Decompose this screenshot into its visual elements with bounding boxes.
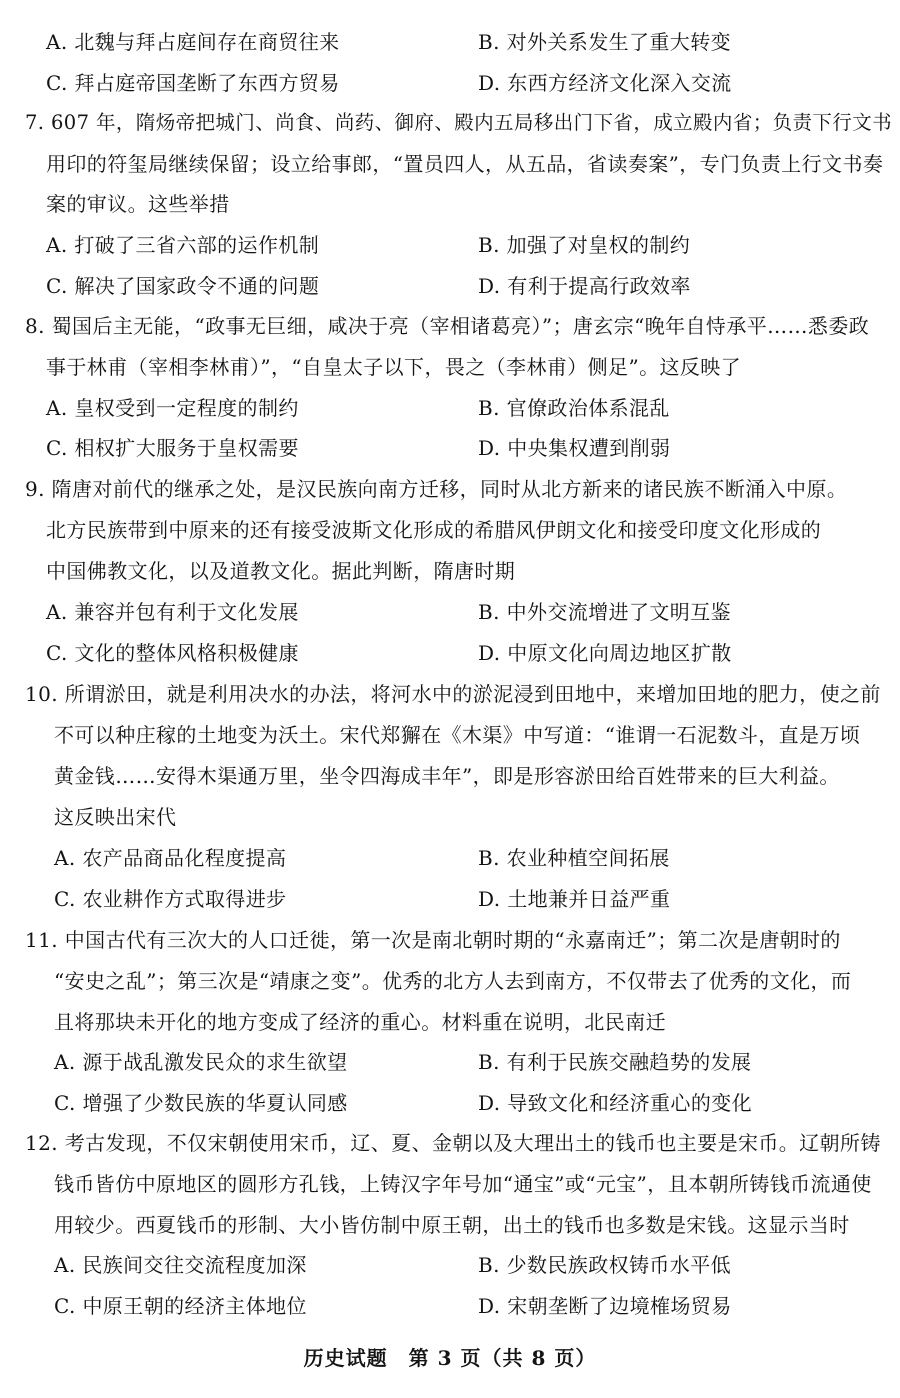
q6-option-c: C. 拜占庭帝国垄断了东西方贸易 xyxy=(46,71,340,95)
q9-option-d: D. 中原文化向周边地区扩散 xyxy=(478,641,732,665)
q11-stem-line: 11. 中国古代有三次大的人口迁徙，第一次是南北朝时期的“永嘉南迁”；第二次是唐朝时的 xyxy=(25,928,841,952)
q7-stem-line: 用印的符玺局继续保留；设立给事郎，“置员四人，从五品，省读奏案”，专门负责上行文书奏 xyxy=(46,152,884,176)
q7-stem-line: 7. 607 年，隋炀帝把城门、尚食、尚药、御府、殿内五局移出门下省，成立殿内省；负责下行文书 xyxy=(25,111,893,134)
q12-option-d: D. 宋朝垄断了边境榷场贸易 xyxy=(478,1294,732,1318)
q9-stem-line: 中国佛教文化，以及道教文化。据此判断，隋唐时期 xyxy=(46,559,516,583)
q8-option-a: A. 皇权受到一定程度的制约 xyxy=(46,396,299,420)
q9-stem-line: 9. 隋唐对前代的继承之处，是汉民族向南方迁移，同时从北方新来的诸民族不断涌入中原。 xyxy=(25,477,848,501)
q8-stem-line: 8. 蜀国后主无能，“政事无巨细，咸决于亮（宰相诸葛亮）”；唐玄宗“晚年自恃承平……悉委政 xyxy=(25,314,870,338)
q8-option-d: D. 中央集权遭到削弱 xyxy=(478,436,671,460)
q10-option-c: C. 农业耕作方式取得进步 xyxy=(54,887,287,911)
q7-stem-line: 案的审议。这些举措 xyxy=(46,192,230,216)
q7-option-c: C. 解决了国家政令不通的问题 xyxy=(46,274,320,298)
q10-option-b: B. 农业种植空间拓展 xyxy=(478,846,670,870)
q7-option-b: B. 加强了对皇权的制约 xyxy=(478,233,691,257)
q8-option-c: C. 相权扩大服务于皇权需要 xyxy=(46,436,299,460)
q10-stem-line: 10. 所谓淤田，就是利用决水的办法，将河水中的淤泥浸到田地中，来增加田地的肥力，使之前 xyxy=(25,682,881,706)
page-footer: 历史试题 第 3 页（共 8 页） xyxy=(303,1346,597,1370)
q6-option-a: A. 北魏与拜占庭间存在商贸往来 xyxy=(46,30,340,54)
q10-stem-line: 不可以种庄稼的土地变为沃土。宋代郑獬在《木渠》中写道：“谁谓一石泥数斗，直是万顷 xyxy=(54,723,861,747)
q12-stem-line: 12. 考古发现，不仅宋朝使用宋币，辽、夏、金朝以及大理出土的钱币也主要是宋币。辽朝所铸 xyxy=(25,1131,881,1155)
q11-option-c: C. 增强了少数民族的华夏认同感 xyxy=(54,1091,348,1115)
q10-option-d: D. 土地兼并日益严重 xyxy=(478,887,671,911)
q12-option-c: C. 中原王朝的经济主体地位 xyxy=(54,1294,307,1318)
q12-option-a: A. 民族间交往交流程度加深 xyxy=(54,1253,307,1277)
q10-stem-line: 这反映出宋代 xyxy=(54,805,177,829)
q11-option-b: B. 有利于民族交融趋势的发展 xyxy=(478,1050,752,1074)
q11-option-a: A. 源于战乱激发民众的求生欲望 xyxy=(54,1050,348,1074)
q9-option-c: C. 文化的整体风格积极健康 xyxy=(46,641,299,665)
q6-option-b: B. 对外关系发生了重大转变 xyxy=(478,30,732,54)
q9-option-a: A. 兼容并包有利于文化发展 xyxy=(46,600,299,624)
q10-stem-line: 黄金钱……安得木渠通万里，坐令四海成丰年”，即是形容淤田给百姓带来的巨大利益。 xyxy=(54,764,840,788)
q12-stem-line: 钱币皆仿中原地区的圆形方孔钱，上铸汉字年号加“通宝”或“元宝”，且本朝所铸钱币流通使 xyxy=(54,1172,872,1196)
q11-stem-line: “安史之乱”；第三次是“靖康之变”。优秀的北方人去到南方，不仅带去了优秀的文化，而 xyxy=(54,969,852,993)
q11-option-d: D. 导致文化和经济重心的变化 xyxy=(478,1091,753,1115)
q10-option-a: A. 农产品商品化程度提高 xyxy=(54,846,287,870)
q9-option-b: B. 中外交流增进了文明互鉴 xyxy=(478,600,732,624)
q7-option-d: D. 有利于提高行政效率 xyxy=(478,274,691,298)
q8-stem-line: 事于林甫（宰相李林甫）”，“自皇太子以下，畏之（李林甫）侧足”。这反映了 xyxy=(46,355,742,379)
q12-option-b: B. 少数民族政权铸币水平低 xyxy=(478,1253,732,1277)
q11-stem-line: 且将那块未开化的地方变成了经济的重心。材料重在说明，北民南迁 xyxy=(54,1010,666,1034)
q8-option-b: B. 官僚政治体系混乱 xyxy=(478,396,670,420)
q7-option-a: A. 打破了三省六部的运作机制 xyxy=(46,233,320,257)
q6-option-d: D. 东西方经济文化深入交流 xyxy=(478,71,732,95)
q9-stem-line: 北方民族带到中原来的还有接受波斯文化形成的希腊风伊朗文化和接受印度文化形成的 xyxy=(46,518,822,542)
q12-stem-line: 用较少。西夏钱币的形制、大小皆仿制中原王朝，出土的钱币也多数是宋钱。这显示当时 xyxy=(54,1213,850,1237)
